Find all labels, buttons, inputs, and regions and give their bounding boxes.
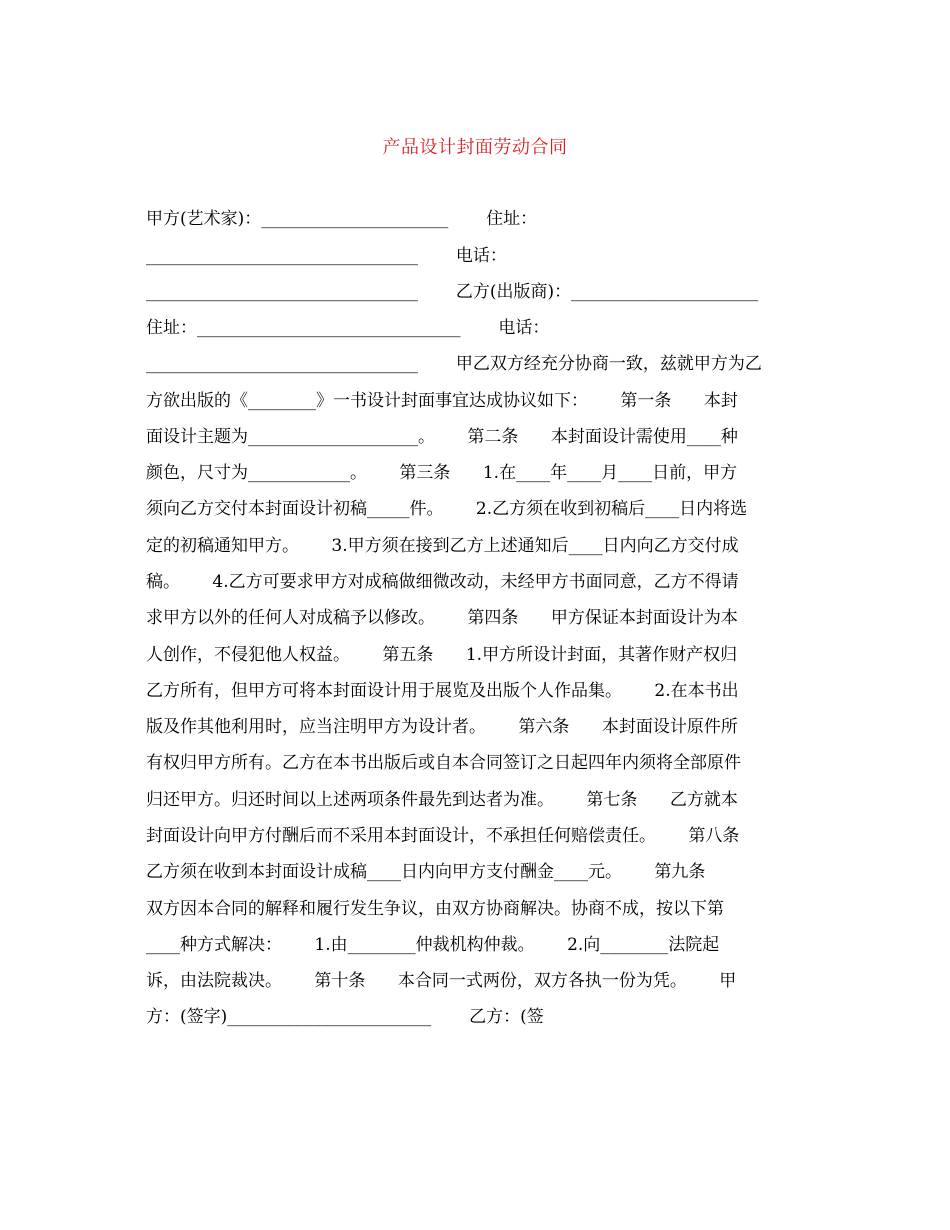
text-line: ____种方式解决： 1.由________仲裁机构仲裁。 2.向________法院起 — [146, 935, 720, 955]
page-title: 产品设计封面劳动合同 — [382, 137, 568, 158]
text-line: 须向乙方交付本封面设计初稿_____件。 2.乙方须在收到初稿后____日内将选 — [146, 499, 748, 519]
text-line: 定的初稿通知甲方。 3.甲方须在接到乙方上述通知后____日内向乙方交付成 — [146, 536, 739, 556]
text-line: 双方因本合同的解释和履行发生争议，由双方协商解决。协商不成，按以下第 — [146, 899, 724, 919]
text-line: 方：(签字)________________________ 乙方：(签 — [146, 1007, 544, 1027]
text-line: 人创作，不侵犯他人权益。 第五条 1.甲方所设计封面，其著作财产权归 — [146, 645, 738, 665]
text-line: ________________________________ 乙方(出版商)：______________________ — [146, 282, 759, 302]
text-line: 求甲方以外的任何人对成稿予以修改。 第四条 甲方保证本封面设计为本 — [146, 608, 738, 628]
text-line: 乙方须在收到本封面设计成稿____日内向甲方支付酬金____元。 第九条 — [146, 862, 706, 882]
text-line: 封面设计向甲方付酬后而不采用本封面设计，不承担任何赔偿责任。 第八条 — [146, 826, 740, 846]
text-line: 住址：_______________________________ 电话： — [146, 318, 550, 338]
text-line: 稿。 4.乙方可要求甲方对成稿做细微改动，未经甲方书面同意，乙方不得请 — [146, 572, 739, 592]
text-line: 诉，由法院裁决。 第十条 本合同一式两份，双方各执一份为凭。 甲 — [146, 971, 737, 991]
text-line: 甲方(艺术家)：______________________ 住址： — [146, 209, 538, 229]
text-line: ________________________________ 电话： — [146, 246, 507, 266]
text-line: 面设计主题为____________________。 第二条 本封面设计需使用____种 — [146, 427, 738, 447]
text-line: 颜色，尺寸为____________。 第三条 1.在____年____月____日前，甲方 — [146, 463, 738, 483]
text-line: 乙方所有，但甲方可将本封面设计用于展览及出版个人作品集。 2.在本书出 — [146, 681, 739, 701]
text-line: 归还甲方。归还时间以上述两项条件最先到达者为准。 第七条 乙方就本 — [146, 790, 738, 810]
text-line: 方欲出版的《________》一书设计封面事宜达成协议如下： 第一条 本封 — [146, 391, 738, 411]
text-line: 有权归甲方所有。乙方在本书出版后或自本合同签订之日起四年内须将全部原件 — [146, 753, 741, 773]
text-line: ________________________________ 甲乙双方经充分协商一致，兹就甲方为乙 — [146, 354, 762, 374]
text-line: 版及作其他利用时，应当注明甲方为设计者。 第六条 本封面设计原件所 — [146, 717, 738, 737]
